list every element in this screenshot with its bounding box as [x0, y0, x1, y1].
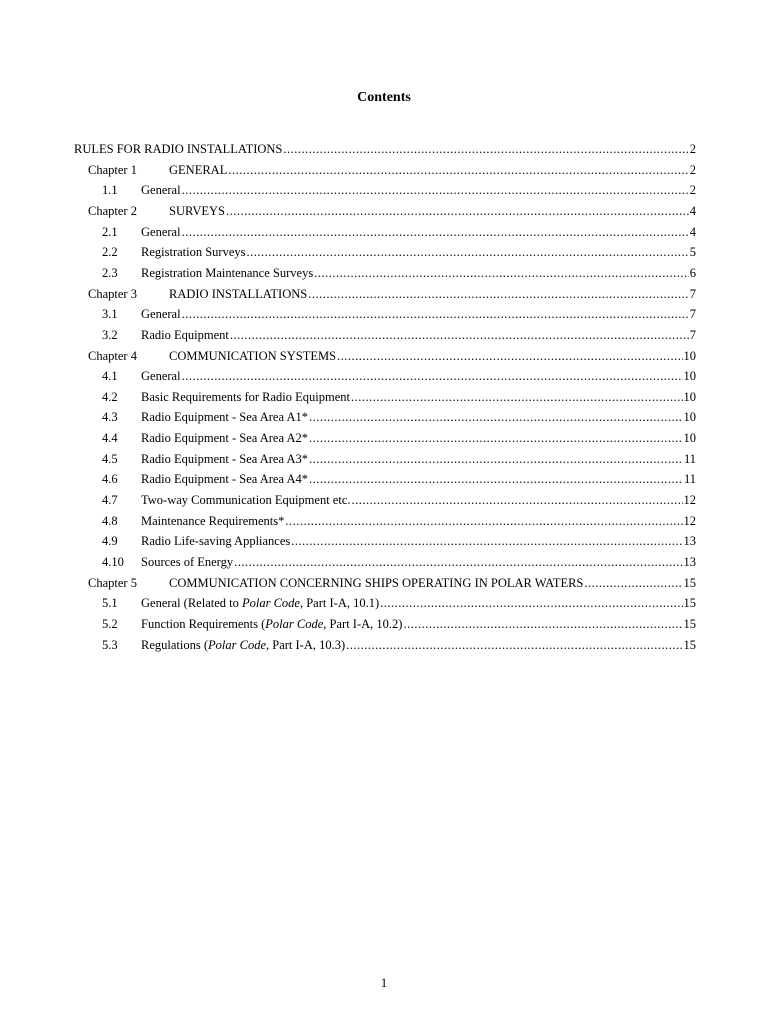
toc-entry[interactable]	[0, 305, 768, 323]
toc-entry-number: 4.4	[102, 431, 118, 446]
toc-entry-number: Chapter 5	[88, 575, 137, 590]
dot-leader	[584, 574, 682, 592]
toc-entry-number: 5.2	[102, 616, 118, 631]
dot-leader	[309, 408, 683, 426]
toc-entry-title: Radio Equipment - Sea Area A1*	[141, 410, 308, 425]
toc-entry-number: 3.1	[102, 307, 118, 322]
toc-entry-title: Regulations (Polar Code, Part I-A, 10.3)	[141, 637, 346, 652]
toc-entry-page: 15	[683, 596, 696, 611]
toc-entry-page: 5	[689, 245, 696, 260]
toc-entry-page: 7	[689, 307, 696, 322]
toc-entry-page: 13	[683, 534, 696, 549]
toc-entry-number: 2.3	[102, 265, 118, 280]
toc-entry[interactable]	[0, 450, 768, 468]
dot-leader	[285, 512, 682, 530]
toc-entry-page: 12	[683, 493, 696, 508]
toc-entry-number: 4.10	[102, 555, 124, 569]
toc-entry-title: Radio Equipment	[141, 327, 229, 342]
dot-leader	[283, 140, 688, 158]
toc-entry-title: Registration Surveys	[141, 245, 246, 260]
toc-entry-number: 2.2	[102, 245, 118, 260]
toc-entry-page: 15	[683, 575, 696, 590]
dot-leader	[346, 636, 682, 654]
toc-entry[interactable]	[0, 388, 768, 406]
toc-entry-page: 10	[683, 348, 696, 363]
dot-leader	[247, 243, 689, 261]
toc-entry-number: Chapter 1	[88, 162, 137, 177]
toc-entry-title: Maintenance Requirements*	[141, 513, 285, 528]
toc-entry[interactable]	[0, 553, 768, 571]
dot-leader	[291, 532, 682, 550]
dot-leader	[403, 615, 682, 633]
toc-entry-page: 2	[689, 162, 696, 177]
dot-leader	[309, 470, 683, 488]
toc-entry-number: 4.1	[102, 369, 118, 384]
toc-entry[interactable]	[0, 429, 768, 447]
toc-entry-title: Registration Maintenance Surveys	[141, 265, 314, 280]
toc-entry[interactable]	[0, 408, 768, 426]
toc-entry-page: 4	[689, 203, 696, 218]
page-title: Contents	[357, 90, 411, 105]
toc-entry[interactable]	[0, 223, 768, 241]
toc-entry[interactable]	[0, 574, 768, 592]
toc-entry-title: General	[141, 369, 181, 384]
dot-leader	[226, 202, 689, 220]
toc-entry[interactable]	[0, 470, 768, 488]
toc-entry-title: Radio Equipment - Sea Area A3*	[141, 451, 308, 466]
toc-entry[interactable]	[0, 140, 768, 158]
toc-entry-title: General	[141, 307, 181, 322]
toc-entry-number: 4.9	[102, 534, 118, 549]
toc-entry-title: Radio Equipment - Sea Area A2*	[141, 431, 308, 446]
toc-entry-number: Chapter 4	[88, 348, 137, 363]
toc-entry-title: General	[141, 224, 181, 239]
toc-entry-page: 11	[683, 472, 696, 487]
toc-entry-number: 5.1	[102, 596, 118, 611]
toc-entry-title: Basic Requirements for Radio Equipment	[141, 389, 350, 404]
toc-entry-title: Sources of Energy	[141, 555, 234, 569]
toc-entry-title: COMMUNICATION CONCERNING SHIPS OPERATING IN POLAR WATERS	[169, 575, 584, 590]
dot-leader	[314, 264, 689, 282]
toc-entry-number: 4.8	[102, 513, 118, 528]
toc-entry-page: 12	[683, 513, 696, 528]
toc-entry-title: GENERAL	[169, 162, 228, 177]
dot-leader	[308, 285, 689, 303]
toc-entry-page: 10	[683, 369, 696, 384]
dot-leader	[309, 429, 683, 447]
toc-entry-page: 2	[689, 183, 696, 198]
toc-entry[interactable]	[0, 491, 768, 509]
toc-entry[interactable]	[0, 532, 768, 550]
toc-entry-title: General (Related to Polar Code, Part I-A, 10.1)	[141, 596, 380, 611]
toc-entry-page: 4	[689, 224, 696, 239]
toc-entry[interactable]	[0, 594, 768, 612]
toc-entry[interactable]	[0, 615, 768, 633]
toc-entry-page: 11	[683, 451, 696, 466]
toc-entry-page: 2	[689, 142, 696, 156]
toc-entry[interactable]	[0, 347, 768, 365]
toc-entry[interactable]	[0, 243, 768, 261]
toc-entry[interactable]	[0, 264, 768, 282]
toc-entry-page: 10	[683, 389, 696, 404]
toc-entry-number: Chapter 3	[88, 286, 137, 301]
dot-leader	[182, 223, 689, 241]
toc-entry-title: Two-way Communication Equipment etc.	[141, 493, 351, 508]
toc-entry-page: 6	[689, 265, 696, 280]
toc-entry-page: 10	[683, 410, 696, 425]
toc-entry-title: Function Requirements (Polar Code, Part I-A, 10.2)	[141, 616, 403, 631]
dot-leader	[380, 594, 682, 612]
toc-entry-page: 7	[689, 286, 696, 301]
toc-entry-number: 4.3	[102, 410, 118, 425]
toc-entry-title: RULES FOR RADIO INSTALLATIONS	[74, 142, 283, 156]
toc-entry-number: 4.2	[102, 389, 118, 404]
toc-entry-title: COMMUNICATION SYSTEMS	[169, 348, 337, 363]
page-number: 1	[380, 975, 388, 990]
dot-leader	[234, 553, 682, 571]
toc-entry-page: 15	[683, 616, 696, 631]
toc-entry-title: Radio Life-saving Appliances	[141, 534, 291, 549]
toc-entry-number: 1.1	[102, 183, 118, 198]
toc-entry-number: 4.7	[102, 493, 118, 508]
dot-leader	[351, 388, 683, 406]
dot-leader	[182, 367, 683, 385]
dot-leader	[230, 326, 689, 344]
toc-entry[interactable]	[0, 367, 768, 385]
toc-entry-page: 13	[683, 555, 696, 569]
toc-entry-title: SURVEYS	[169, 203, 225, 218]
toc-entry[interactable]	[0, 326, 768, 344]
dot-leader	[182, 305, 689, 323]
toc-entry-number: 3.2	[102, 327, 118, 342]
toc-entry-title: RADIO INSTALLATIONS	[169, 286, 308, 301]
toc-entry[interactable]	[0, 636, 768, 654]
toc-entry-number: 5.3	[102, 637, 118, 652]
dot-leader	[352, 491, 683, 509]
toc-entry-title: General	[141, 183, 181, 198]
toc-entry-page: 15	[683, 637, 696, 652]
toc-entry[interactable]	[0, 285, 768, 303]
toc-entry[interactable]	[0, 512, 768, 530]
toc-entry-page: 7	[689, 327, 696, 342]
toc-entry-number: Chapter 2	[88, 203, 137, 218]
toc-entry[interactable]	[0, 161, 768, 179]
toc-entry-number: 4.6	[102, 472, 118, 487]
toc-entry[interactable]	[0, 181, 768, 199]
dot-leader	[309, 450, 683, 468]
dot-leader	[337, 347, 682, 365]
dot-leader	[228, 161, 688, 179]
toc-entry-title: Radio Equipment - Sea Area A4*	[141, 472, 308, 487]
toc-entry[interactable]	[0, 202, 768, 220]
toc-entry-number: 4.5	[102, 451, 118, 466]
dot-leader	[182, 181, 689, 199]
toc-entry-number: 2.1	[102, 224, 118, 239]
toc-entry-page: 10	[683, 431, 696, 446]
